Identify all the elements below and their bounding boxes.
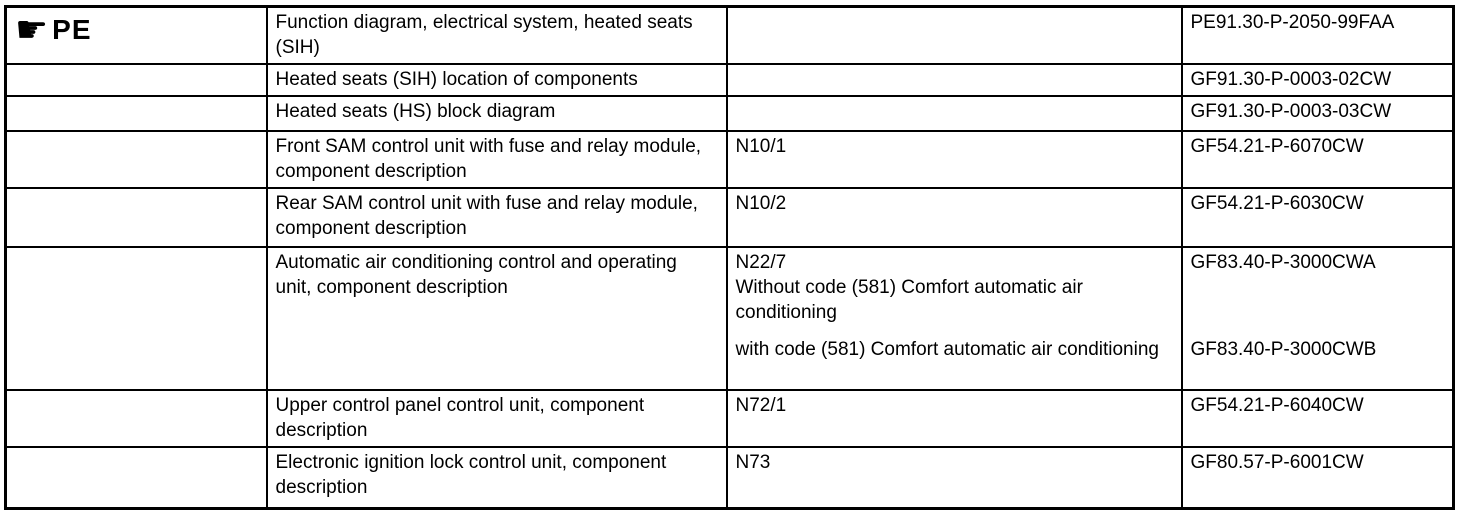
component-code: N10/2: [735, 193, 787, 214]
description-text: Front SAM control unit with fuse and relay module, component description: [275, 136, 702, 182]
document-code: GF91.30-P-0003-03CW: [1190, 101, 1392, 122]
description-cell: [267, 7, 727, 65]
description-text: Heated seats (SIH) location of components: [275, 69, 638, 90]
table-row: [6, 247, 1454, 390]
component-code: N10/1: [735, 136, 787, 157]
table-row: [6, 447, 1454, 508]
description-cell: [267, 390, 727, 447]
document-cell: [1182, 447, 1454, 508]
marker-cell: [6, 390, 267, 447]
document-cell: [1182, 96, 1454, 131]
document-cell: [1182, 188, 1454, 247]
marker-cell: [6, 247, 267, 390]
component-cell: [727, 131, 1182, 188]
marker-cell: [6, 131, 267, 188]
component-cell: [727, 64, 1182, 96]
component-code: N22/7: [735, 252, 787, 273]
component-cell: [727, 447, 1182, 508]
marker-cell: [6, 96, 267, 131]
table-row: [6, 131, 1454, 188]
component-code: N73: [735, 452, 771, 473]
description-cell: [267, 64, 727, 96]
document-code: GF54.21-P-6040CW: [1190, 395, 1364, 416]
component-variant-block: [736, 250, 1173, 325]
component-code: N72/1: [735, 395, 787, 416]
description-text: Electronic ignition lock control unit, component description: [275, 452, 667, 498]
description-cell: [267, 447, 727, 508]
document-cell: [1182, 390, 1454, 447]
table-row: [6, 64, 1454, 96]
description-cell: [267, 131, 727, 188]
marker-cell: [6, 64, 267, 96]
description-text: Automatic air conditioning control and operating unit, component description: [275, 252, 677, 298]
document-code: GF83.40-P-3000CWB: [1190, 339, 1377, 360]
description-cell: [267, 96, 727, 131]
section-marker: [15, 8, 258, 51]
component-cell: [727, 390, 1182, 447]
table-row: [6, 188, 1454, 247]
component-reference-table: [4, 5, 1455, 510]
description-text: Rear SAM control unit with fuse and relay module, component description: [275, 193, 698, 239]
document-code: GF80.57-P-6001CW: [1190, 452, 1364, 473]
description-text: Heated seats (HS) block diagram: [275, 101, 556, 122]
document-cell: [1182, 131, 1454, 188]
description-cell: [267, 188, 727, 247]
marker-cell: [6, 188, 267, 247]
section-marker-label: PE: [52, 14, 92, 45]
component-cell: [727, 188, 1182, 247]
description-text: Function diagram, electrical system, heated seats (SIH): [275, 12, 693, 58]
table-row: [6, 96, 1454, 131]
component-cell: [727, 7, 1182, 65]
document-code: PE91.30-P-2050-99FAA: [1190, 12, 1395, 33]
pointing-hand-icon: ☛: [15, 8, 49, 51]
document-cell: [1182, 247, 1454, 390]
description-text: Upper control panel control unit, component description: [275, 395, 645, 441]
document-code: GF91.30-P-0003-02CW: [1190, 69, 1392, 90]
component-cell: [727, 96, 1182, 131]
document-code: GF54.21-P-6070CW: [1190, 136, 1364, 157]
document-code: GF54.21-P-6030CW: [1190, 193, 1364, 214]
component-cell: [727, 247, 1182, 390]
document-cell: [1182, 7, 1454, 65]
table-row: [6, 390, 1454, 447]
marker-cell: [6, 447, 267, 508]
component-variant-note: Without code (581) Comfort automatic air conditioning: [735, 277, 1083, 323]
document-code: GF83.40-P-3000CWA: [1190, 252, 1376, 273]
description-cell: [267, 247, 727, 390]
marker-cell: [6, 7, 267, 65]
document-cell: [1182, 64, 1454, 96]
table-row: [6, 7, 1454, 65]
component-variant-note: with code (581) Comfort automatic air conditioning: [735, 339, 1159, 360]
